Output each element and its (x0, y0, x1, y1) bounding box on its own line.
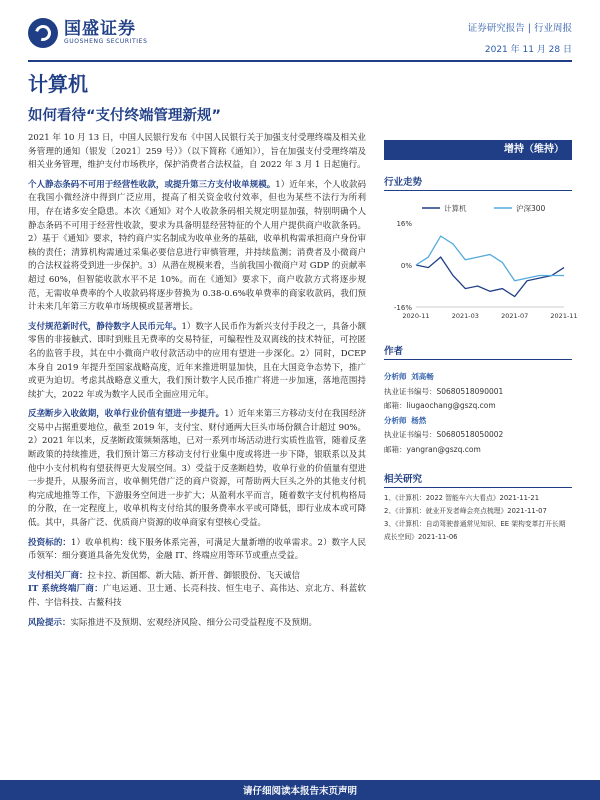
section-heading: IT 系统终端厂商： (28, 584, 103, 595)
y-tick-label: 0% (400, 262, 412, 270)
analyst-cert: 执业证书编号：S0680518050002 (384, 430, 504, 439)
section-text: 1）数字人民币作为新兴支付手段之一，具备小额零售的非接触式、即时到账且无费率的交易特征，可编程性及双离线的技术特征，可控匿名的监管手段，其在中小微商户收付款活动中的应用有望进一步深化。2）同时，DCEP 本身自 2019 年提升至国家战略高度，近年来推进明显加快，且在大国竞争态势下，推广或更为迫切。考虑其战略意义重大，我们预计数字人民币推广将进一步加速，落地范围持续扩大，2022 年或为数字人民币全面应用元年。 (28, 321, 366, 400)
it-vendors (28, 583, 366, 610)
section-heading: 支付规范新时代，静待数字人民币元年。 (28, 321, 182, 332)
related-heading: 相关研究 (384, 471, 572, 488)
section-text: 1）近年来，个人收款码在我国小微经济中得到广泛应用，提高了相关资金收付效率，但也为某些不法行为所利用，存在诸多安全隐患。本次《通知》对个人收款条码相关规定明显加强，特别明确个人静态条码不可用于经营性收款，要求为具备明显经营特征的个人用户提供商户收款条码。2）基于《通知》要求，特约商户实名制成为收单业务的基础，收单机构需承担商户身份审核的责任；清算机构需通过采集必要信息进行审慎管理，并持续监测；消费者及小微商户的合法权益将受到进一步保护。3）从潜在规模来看，当前我国小微商户对 GDP 的贡献率超过 60%，但智能收款水平不足 10%。而在《通知》要求下，商户收款方式将逐步规范，无需收单费率的个人收款码将逐步替换为 0.38-0.6%收单费率的商家收款码，我们预计未来几年第三方收单市场规模或显著增长。 (28, 179, 366, 313)
header-divider (28, 60, 572, 62)
x-tick-label: 2021-07 (501, 312, 529, 320)
industry-trend-chart (384, 199, 578, 329)
main-content (28, 132, 366, 636)
analyst-block (384, 370, 572, 457)
y-tick-label: -16% (393, 304, 412, 312)
section-heading: 风险提示： (28, 617, 71, 628)
sidebar (384, 140, 578, 544)
intro-paragraph: 2021 年 10 月 13 日，中国人民银行发布《中国人民银行关于加强支付受理终端及相关业务管理的通知（银发〔2021〕259 号）》（以下简称《通知》），旨在加强支付受理终端及相关业务管理，维护支付市场秩序，保护消费者合法权益，自 2022 年 3 月 1 日起施行。 (28, 133, 366, 171)
section-paragraph (28, 179, 366, 315)
section-text: 广电运通、卫士通、长亮科技、恒生电子、高伟达、京北方、科蓝软件、宇信科技、古鳌科技 (28, 584, 366, 608)
report-headline: 如何看待“支付终端管理新规” (28, 108, 222, 124)
section-paragraph (28, 408, 366, 530)
trend-heading: 行业走势 (384, 174, 572, 191)
y-tick-label: 16% (396, 220, 412, 228)
series-line (416, 257, 564, 296)
section-heading: 投资标的： (28, 537, 72, 548)
investment-targets (28, 537, 366, 564)
authors-heading: 作者 (384, 343, 572, 360)
legend-label: 计算机 (444, 204, 467, 213)
section-text: 拉卡拉、新国都、新大陆、新开普、御银股份、飞天诚信 (87, 570, 301, 581)
related-list (384, 492, 572, 544)
trend-chart-svg (384, 199, 578, 329)
footer-disclaimer: 请仔细阅读本报告末页声明 (242, 786, 357, 797)
related-item[interactable]: 3、《计算机：自动驾驶普通常见知识、EE 架构变革打开长期成长空间》2021-11-06 (384, 520, 566, 541)
report-header (28, 14, 572, 58)
x-tick-label: 2020-11 (402, 312, 430, 320)
section-heading: 个人静态条码不可用于经营性收款，或提升第三方支付收单规模。 (28, 179, 276, 190)
section-paragraph (28, 321, 366, 403)
related-item[interactable]: 2、《计算机：就业开发者峰会亮点梳理》2021-11-07 (384, 507, 547, 515)
report-date: 2021 年 11 月 28 日 (484, 45, 572, 55)
logo-mark-icon (28, 18, 58, 48)
analyst-cert: 执业证书编号：S0680518090001 (384, 386, 504, 396)
analyst-email[interactable]: 邮箱：yangran@gszq.com (384, 444, 481, 454)
report-type: 证券研究报告 | 行业周报 (467, 23, 572, 34)
analyst-email[interactable]: 邮箱：liugaochang@gszq.com (384, 401, 496, 410)
rating-badge: 增持（维持） (384, 140, 572, 160)
section-text: 实际推进不及预期、宏观经济风险、细分公司受益程度不及预期。 (70, 617, 318, 628)
section-heading: 反垄断步入收敛期，收单行业价值有望进一步提升。 (28, 409, 225, 420)
x-tick-label: 2021-03 (451, 312, 479, 320)
logo-en: GUOSHENG SECURITIES (64, 38, 148, 45)
analyst-role: 分析师 (384, 415, 407, 425)
analyst-name: 刘高畅 (411, 372, 434, 381)
industry-title: 计算机 (28, 72, 88, 96)
legend-label: 沪深300 (516, 204, 546, 213)
risk-warning (28, 617, 366, 631)
section-text: 1）收单机构：线下服务体系完善，可满足大量新增的收单需求。2）数字人民币领军：细分赛道具备先发优势，金融 IT、终端应用等环节或重点受益。 (28, 537, 366, 562)
section-text: 1）近年来第三方移动支付在我国经济交易中占据重要地位，截至 2019 年，支付宝、财付通两大巨头市场份额合计超过 90%。2）2021 年以来，反垄断政策频频落地，已对一系列市场活动进行实质性监管，随着反垄断政策的持续推进，我们预计第三方移动支付行业集中度或将进一步下降，银联系以及其他中小支付机构有望获得更大发展空间。3）受益于反垄断趋势，收单行业的价值量有望进一步提升，从服务而言，收单侧凭借广泛的商户资源，可帮助两大巨头之外的其他支付机构完成地推等工作，下游服务空间进一步扩大；从盈利水平而言，随着数字支付机构格局的分散，在一定程度上，收单机构支付给其的服务费率水平或可降低，即行业成本或可降低。其中，具备广泛、优质商户资源的收单商家有望核心受益。 (28, 409, 366, 529)
related-item[interactable]: 1、《计算机：2022 智能车六大看点》2021-11-21 (384, 494, 540, 502)
analyst-1-line (384, 370, 572, 385)
analyst-role: 分析师 (384, 372, 407, 381)
payment-vendors (28, 570, 366, 584)
brand-logo (28, 18, 147, 48)
analyst-name: 杨然 (411, 415, 427, 425)
logo-text (64, 20, 147, 46)
logo-cn: 国盛证券 (64, 19, 136, 39)
section-heading: 支付相关厂商： (28, 570, 88, 581)
x-tick-label: 2021-11 (550, 312, 578, 320)
analyst-2-line (384, 414, 572, 429)
